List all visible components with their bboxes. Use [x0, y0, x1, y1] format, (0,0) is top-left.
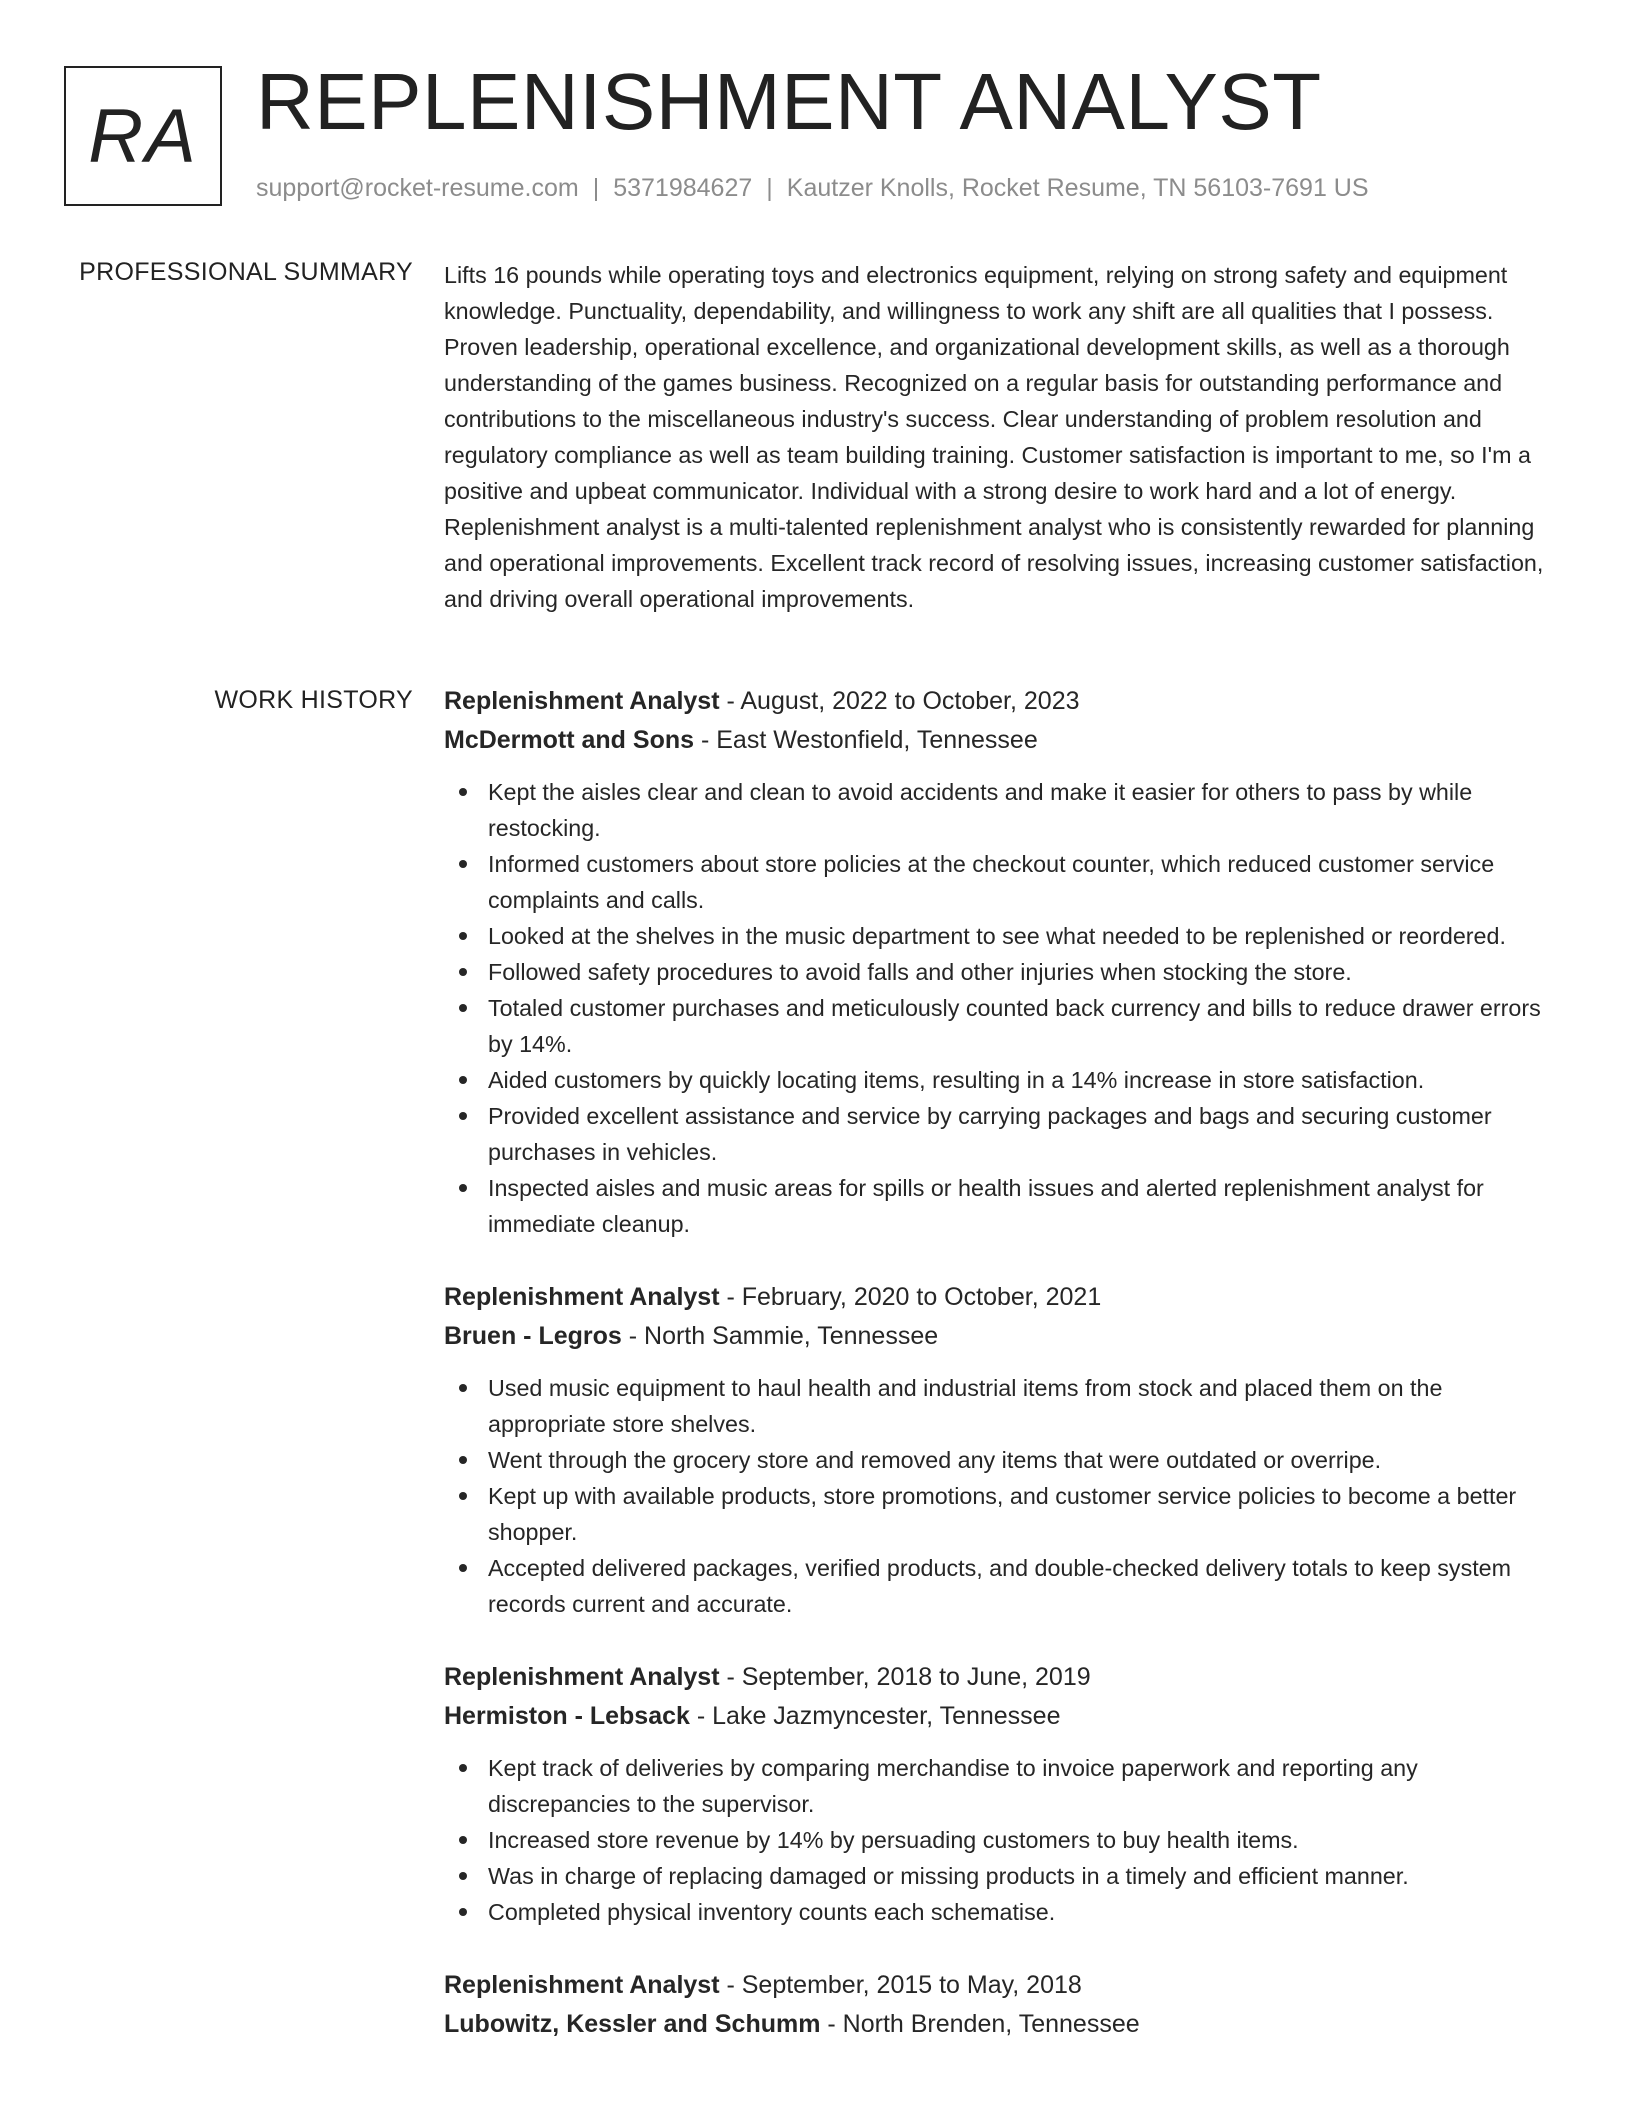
job-bullet: [444, 990, 1554, 1062]
job-bullet-text: Followed safety procedures to avoid falls and other injuries when stocking the store.: [488, 959, 1352, 985]
job-company: McDermott and Sons: [444, 726, 695, 754]
job-bullet-text: Aided customers by quickly locating items, resulting in a 14% increase in store satisfaction.: [488, 1067, 1425, 1093]
job-title: Replenishment Analyst: [444, 1663, 720, 1691]
job-bullet-text: Kept up with available products, store promotions, and customer service policies to become a better shopper.: [488, 1483, 1517, 1545]
contact-address: Kautzer Knolls, Rocket Resume, TN 56103-7691 US: [786, 174, 1369, 202]
summary-text: Lifts 16 pounds while operating toys and electronics equipment, relying on strong safety and equipment knowledge. Punctuality, dependability, and willingness to work any shift are all qualities that I possess. Proven leadership, operational excellence, and organizational development skills, as well as a thorough understanding of the games business. Recognized on a regular basis for outstanding performance and contributions to the miscellaneous industry's success. Clear understanding of problem resolution and regulatory compliance as well as team building training. Customer satisfaction is important to me, so I'm a positive and upbeat communicator. Individual with a strong desire to work hard and a lot of energy. Replenishment analyst is a multi-talented replenishment analyst who is consistently rewarded for planning and operational improvements. Excellent track record of resolving issues, increasing customer satisfaction, and driving overall operational improvements.: [444, 262, 1544, 612]
bullet-dot-icon: [459, 1004, 467, 1012]
job-bullet: [444, 954, 1554, 990]
job-company-line: [444, 1317, 1554, 1356]
job-bullet-list: [444, 774, 1554, 1242]
job-bullet-text: Accepted delivered packages, verified products, and double-checked delivery totals to keep system records current and accurate.: [488, 1555, 1512, 1617]
job-bullet-text: Kept track of deliveries by comparing merchandise to invoice paperwork and reporting any discrepancies to the supervisor.: [488, 1755, 1418, 1817]
bullet-dot-icon: [459, 1492, 467, 1500]
job-bullet-text: Informed customers about store policies at the checkout counter, which reduced customer service complaints and calls.: [488, 851, 1495, 913]
bullet-dot-icon: [459, 932, 467, 940]
job-bullet: [444, 918, 1554, 954]
job-location: - East Westonfield, Tennessee: [694, 726, 1038, 754]
job-company-line: [444, 1697, 1554, 1736]
job-bullet: [444, 1894, 1554, 1930]
bullet-dot-icon: [459, 1836, 467, 1844]
bullet-dot-icon: [459, 968, 467, 976]
job-bullet: [444, 1478, 1554, 1550]
monogram-initials: RA: [88, 93, 198, 179]
job-company-line: [444, 721, 1554, 760]
job-bullet-text: Went through the grocery store and removed any items that were outdated or overripe.: [488, 1447, 1382, 1473]
job-entry: [444, 1966, 1554, 2044]
job-dates: - September, 2018 to June, 2019: [719, 1663, 1091, 1691]
contact-separator: |: [766, 174, 773, 202]
job-bullet-list: [444, 1750, 1554, 1930]
bullet-dot-icon: [459, 1564, 467, 1572]
job-title-line: [444, 1966, 1554, 2005]
contact-line: [256, 174, 1369, 203]
job-company: Lubowitz, Kessler and Schumm: [444, 2010, 821, 2038]
job-company: Bruen - Legros: [444, 1322, 622, 1350]
job-company: Hermiston - Lebsack: [444, 1702, 690, 1730]
job-title-line: [444, 682, 1554, 721]
job-bullet-text: Totaled customer purchases and meticulously counted back currency and bills to reduce drawer errors by 14%.: [488, 995, 1541, 1057]
job-bullet: [444, 1098, 1554, 1170]
job-bullet: [444, 846, 1554, 918]
job-bullet: [444, 1822, 1554, 1858]
job-entry: [444, 1658, 1554, 1930]
summary-heading: PROFESSIONAL SUMMARY: [79, 258, 413, 286]
contact-email: support@rocket-resume.com: [256, 174, 579, 202]
bullet-dot-icon: [459, 1908, 467, 1916]
job-bullet-list: [444, 1370, 1554, 1622]
job-bullet-text: Completed physical inventory counts each schematise.: [488, 1899, 1056, 1925]
bullet-dot-icon: [459, 860, 467, 868]
resume-name: REPLENISHMENT ANALYST: [256, 57, 1322, 146]
job-bullet: [444, 1858, 1554, 1894]
job-dates: - February, 2020 to October, 2021: [719, 1283, 1102, 1311]
job-bullet-text: Kept the aisles clear and clean to avoid accidents and make it easier for others to pass by while restocking.: [488, 779, 1473, 841]
job-bullet: [444, 1062, 1554, 1098]
work-history-heading: WORK HISTORY: [214, 686, 413, 714]
bullet-dot-icon: [459, 1184, 467, 1192]
job-bullet: [444, 1170, 1554, 1242]
job-bullet-text: Provided excellent assistance and service by carrying packages and bags and securing customer purchases in vehicles.: [488, 1103, 1492, 1165]
job-bullet-text: Inspected aisles and music areas for spills or health issues and alerted replenishment analyst for immediate cleanup.: [488, 1175, 1484, 1237]
work-history-section: [444, 682, 1554, 2080]
job-entry: [444, 682, 1554, 1242]
bullet-dot-icon: [459, 1112, 467, 1120]
job-bullet: [444, 1550, 1554, 1622]
job-bullet: [444, 1370, 1554, 1442]
job-location: - North Sammie, Tennessee: [621, 1322, 939, 1350]
contact-separator: |: [592, 174, 600, 202]
job-title: Replenishment Analyst: [444, 1283, 720, 1311]
job-bullet-text: Was in charge of replacing damaged or missing products in a timely and efficient manner.: [488, 1863, 1409, 1889]
job-bullet-text: Used music equipment to haul health and industrial items from stock and placed them on the appropriate store shelves.: [488, 1375, 1443, 1437]
job-bullet: [444, 1442, 1554, 1478]
bullet-dot-icon: [459, 1764, 467, 1772]
job-dates: - September, 2015 to May, 2018: [719, 1971, 1082, 1999]
job-title: Replenishment Analyst: [444, 687, 720, 715]
job-company-line: [444, 2005, 1554, 2044]
job-dates: - August, 2022 to October, 2023: [719, 687, 1080, 715]
bullet-dot-icon: [459, 1384, 467, 1392]
contact-phone: 5371984627: [613, 174, 753, 202]
job-location: - North Brenden, Tennessee: [820, 2010, 1140, 2038]
bullet-dot-icon: [459, 1456, 467, 1464]
job-entry: [444, 1278, 1554, 1622]
job-title-line: [444, 1278, 1554, 1317]
summary-section: [444, 257, 1554, 617]
job-title: Replenishment Analyst: [444, 1971, 720, 1999]
job-location: - Lake Jazmyncester, Tennessee: [689, 1702, 1061, 1730]
job-bullet: [444, 1750, 1554, 1822]
bullet-dot-icon: [459, 1872, 467, 1880]
job-bullet-text: Increased store revenue by 14% by persuading customers to buy health items.: [488, 1827, 1299, 1853]
job-bullet-text: Looked at the shelves in the music department to see what needed to be replenished or reordered.: [488, 923, 1506, 949]
job-title-line: [444, 1658, 1554, 1697]
job-bullet: [444, 774, 1554, 846]
monogram-box: [64, 66, 222, 206]
bullet-dot-icon: [459, 788, 467, 796]
bullet-dot-icon: [459, 1076, 467, 1084]
